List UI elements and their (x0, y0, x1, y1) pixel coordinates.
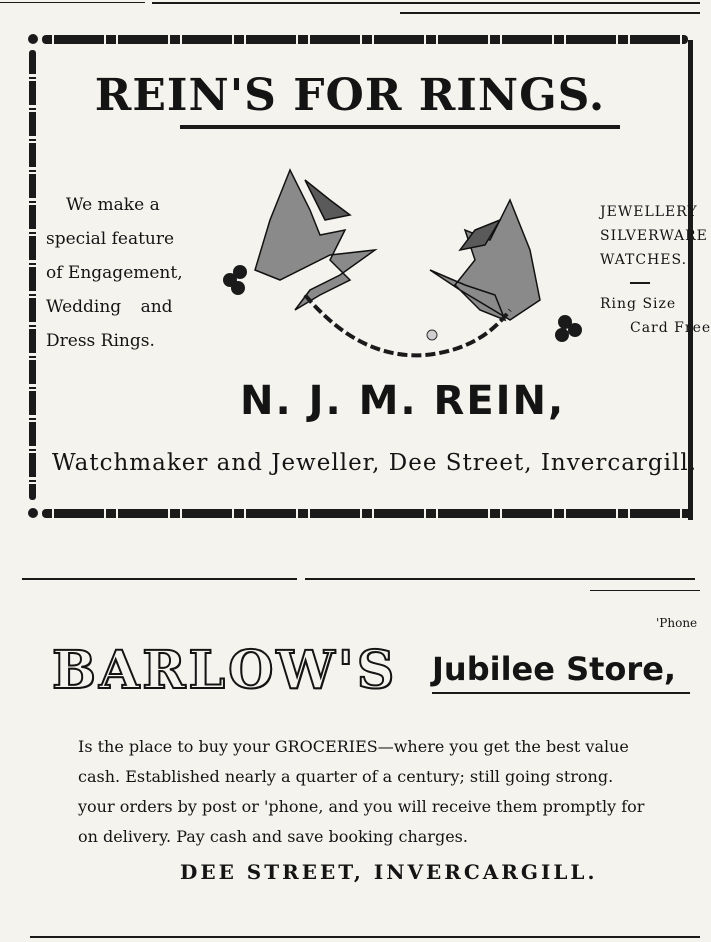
barlow-body (78, 732, 644, 852)
border-corner-tl (28, 34, 38, 44)
body-line: on delivery. Pay cash and save booking charges. (78, 827, 468, 846)
left-line: Wedding and (46, 297, 173, 317)
body-line: cash. Established nearly a quarter of a century; still going strong. (78, 767, 614, 786)
right-line: SILVERWARE (600, 228, 708, 244)
phone-label: 'Phone (656, 616, 698, 630)
barlow-address: DEE STREET, INVERCARGILL. (180, 860, 598, 884)
rein-left-column (46, 188, 183, 358)
border-top (42, 35, 688, 44)
rein-right-column (600, 200, 711, 340)
top-rule-left (0, 2, 145, 3)
barlow-tagline: Jubilee Store, (432, 650, 677, 688)
body-line: your orders by post or 'phone, and you will receive them promptly for (78, 797, 645, 816)
right-line: JEWELLERY (600, 204, 698, 220)
right-line: WATCHES. (600, 252, 688, 268)
bottom-rule (30, 936, 700, 938)
rein-headline-underline (180, 125, 620, 129)
swallows-chain-illustration (210, 160, 590, 370)
section-rule-right-2 (590, 590, 700, 591)
left-line: special feature (46, 229, 175, 249)
border-corner-bl (28, 508, 38, 518)
body-line: Is the place to buy your GROCERIES—where you get the best value (78, 737, 629, 756)
left-line: We make a (66, 195, 160, 215)
rein-headline: REIN'S FOR RINGS. (94, 70, 606, 121)
right-swallow-icon (430, 200, 540, 320)
chain-charm-icon (427, 330, 437, 340)
right-separator (630, 282, 650, 284)
section-rule-right (305, 578, 695, 580)
rein-name: N. J. M. REIN, (240, 378, 566, 424)
border-bottom (42, 509, 692, 518)
left-line: of Engagement, (46, 263, 183, 283)
ring-size-line: Card Free (630, 320, 711, 336)
ring-size-line: Ring Size (600, 296, 677, 312)
section-rule-left (22, 578, 297, 580)
rein-address: Watchmaker and Jeweller, Dee Street, Invercargill. (52, 450, 698, 476)
top-rule-right (152, 2, 700, 4)
barlow-name: BARLOW'S (52, 640, 398, 701)
top-rule-right-2 (400, 12, 700, 14)
tagline-underline (432, 692, 690, 694)
left-line: Dress Rings. (46, 331, 155, 351)
